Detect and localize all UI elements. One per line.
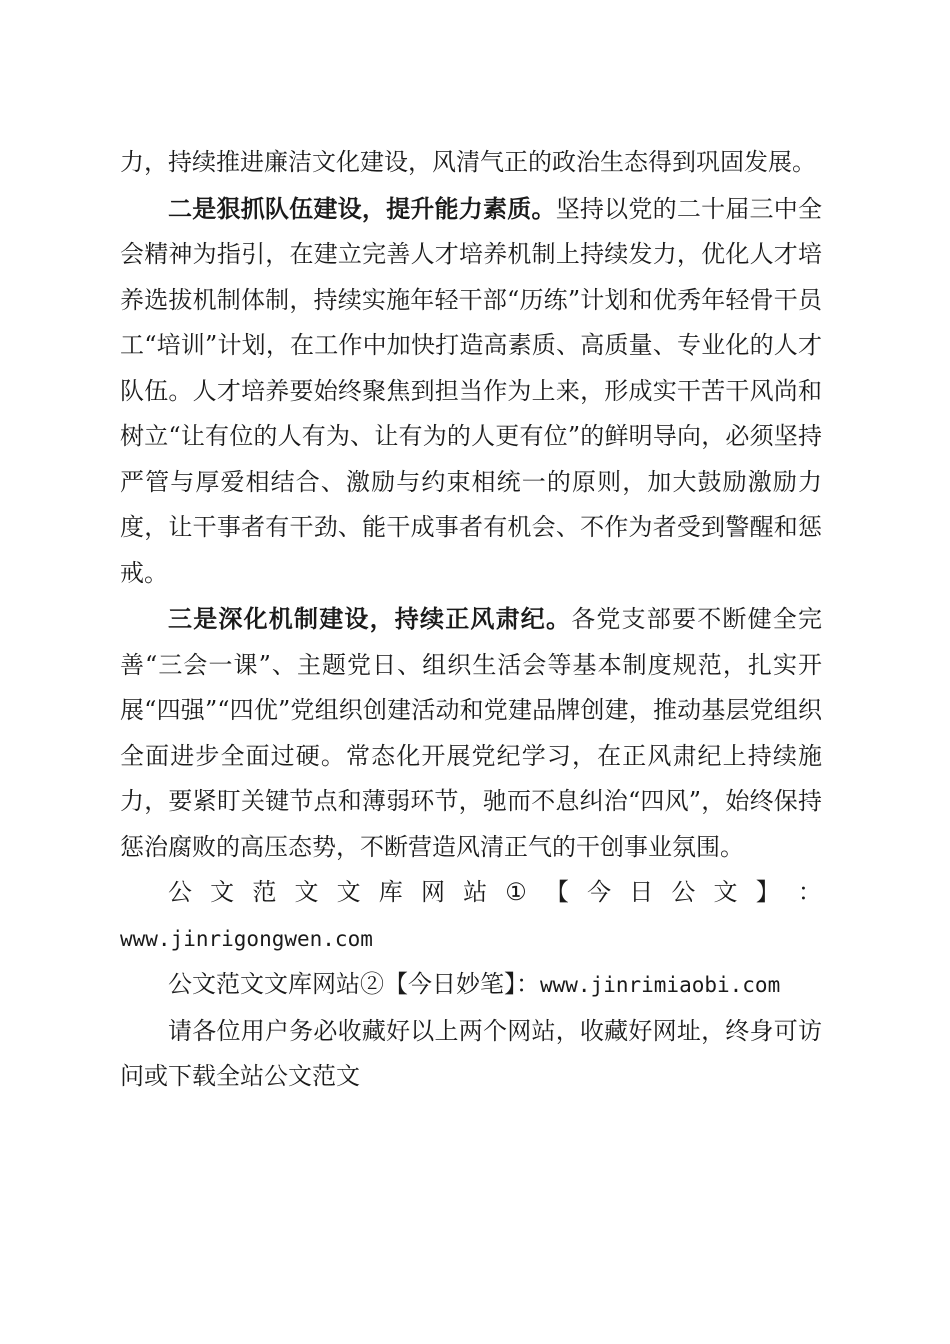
site1-label-char: 今 [587,878,612,906]
paragraph-text: 力，持续推进廉洁文化建设，风清气正的政治生态得到巩固发展。 [120,148,816,176]
site2-line [120,962,822,1009]
site1-label-char: 站 [463,878,488,906]
site1-label-char: ： [797,878,822,906]
site1-label-char: 】 [755,878,780,906]
site1-url-link[interactable]: www.jinrigongwen.com [120,926,373,951]
site1-label [120,870,822,916]
site1-label-char: 公 [168,878,192,906]
document-body [120,140,822,1100]
site1-label-char: 库 [378,878,403,906]
paragraph-text: 坚持以党的二十届三中全会精神为指引，在建立完善人才培养机制上持续发力，优化人才培养选拔机制体制，持续实施年轻干部“历练”计划和优秀年轻骨干员工“培训”计划，在工作中加快打造高素质、高质量、专业化的人才队伍。人才培养要始终聚焦到担当作为上来，形成实干苦干风尚和树立“让有位的人有为、让有为的人更有位”的鲜明导向，必须坚持严管与厚爱相结合、激励与约束相统一的原则，加大鼓励激励力度，让干事者有干劲、能干成事者有机会、不作为者受到警醒和惩戒。 [120,194,823,587]
paragraph-mechanism-building [120,596,822,870]
paragraph-text: 各党支部要不断健全完善“三会一课”、主题党日、组织生活会等基本制度规范，扎实开展“四强”“四优”党组织创建活动和党建品牌创建，推动基层党组织全面进步全面过硬。常态化开展党纪学习，在正风肃纪上持续施力，要紧盯关键节点和薄弱环节，驰而不息纠治“四风”，始终保持惩治腐败的高压态势，不断营造风清正气的干创事业氛围。 [120,605,823,861]
paragraph-lead: 三是深化机制建设，持续正风肃纪。 [168,604,572,633]
notice-paragraph [120,1009,822,1100]
site1-label-char: 公 [671,878,696,906]
paragraph-lead: 二是狠抓队伍建设，提升能力素质。 [168,193,556,223]
site1-url-line [120,916,822,963]
site2-url-link[interactable]: www.jinrimiaobi.com [540,973,781,997]
paragraph-continuation [120,140,822,186]
site1-label-char: 文 [336,878,361,906]
site1-label-char: 文 [294,878,319,906]
site1-label-char: 文 [713,878,738,906]
notice-text: 请各位用户务必收藏好以上两个网站，收藏好网址，终身可访问或下载全站公文范文 [120,1016,822,1090]
paragraph-team-building [120,186,822,597]
site1-label-char: ① [505,878,527,906]
site2-label: 公文范文文库网站②【今日妙笔】： [168,970,540,998]
site1-label-char: 网 [420,878,445,906]
site1-label-char: 范 [252,878,277,906]
site1-label-char: 日 [629,878,654,906]
site1-label-char: 【 [544,878,569,906]
site1-label-char: 文 [210,878,235,906]
